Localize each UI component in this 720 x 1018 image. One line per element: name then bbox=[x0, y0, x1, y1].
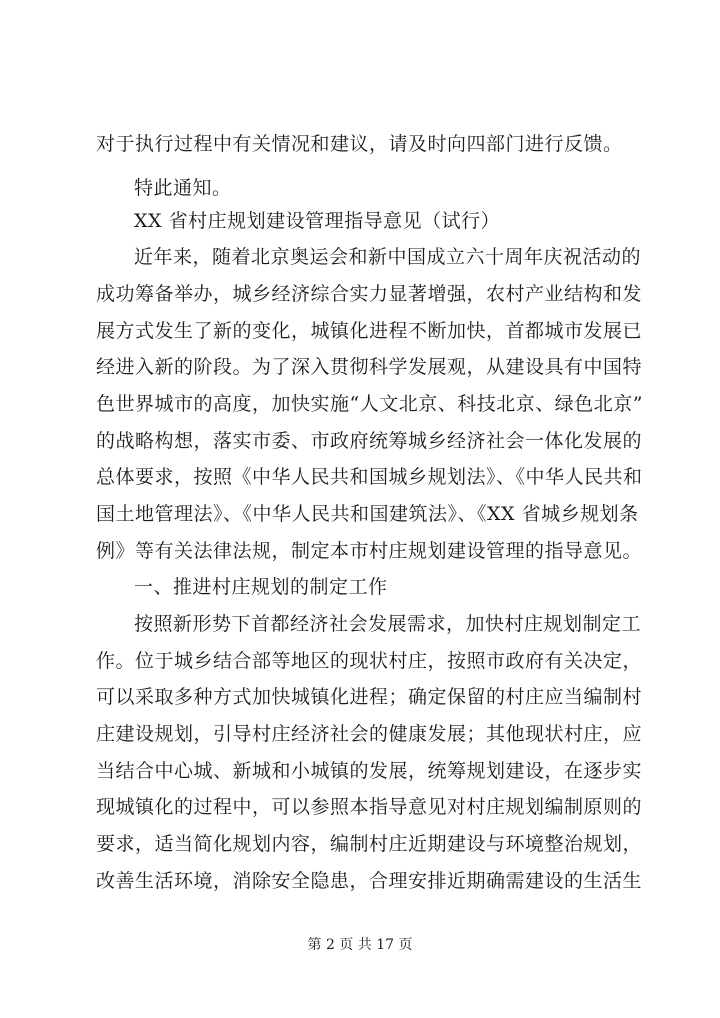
document-title: XX 省村庄规划建设管理指导意见（试行） bbox=[134, 210, 501, 232]
paragraph-line: 总体要求，按照《中华人民共和国城乡规划法》、《中华人民共和 bbox=[96, 466, 643, 488]
paragraph-line: 要求，适当简化规划内容，编制村庄近期建设与环境整治规划， bbox=[96, 833, 643, 855]
closing-line: 特此通知。 bbox=[134, 177, 232, 199]
paragraph-line: 改善生活环境，消除安全隐患，合理安排近期确需建设的生活生 bbox=[96, 870, 643, 892]
paragraph-line: 按照新形势下首都经济社会发展需求，加快村庄规划制定工 bbox=[134, 613, 642, 635]
page-number-footer: 第 2 页 共 17 页 bbox=[307, 937, 413, 953]
paragraph-line: 经进入新的阶段。为了深入贯彻科学发展观，从建设具有中国特 bbox=[96, 356, 643, 378]
paragraph-line: 展方式发生了新的变化，城镇化进程不断加快，首都城市发展已 bbox=[96, 320, 643, 342]
paragraph-line: 作。位于城乡结合部等地区的现状村庄，按照市政府有关决定， bbox=[96, 650, 643, 672]
paragraph-line: 例》等有关法律法规，制定本市村庄规划建设管理的指导意见。 bbox=[96, 540, 643, 562]
paragraph-line: 色世界城市的高度，加快实施“人文北京、科技北京、绿色北京” bbox=[96, 393, 643, 415]
paragraph-line: 可以采取多种方式加快城镇化进程；确定保留的村庄应当编制村 bbox=[96, 686, 643, 708]
paragraph-line: 近年来，随着北京奥运会和新中国成立六十周年庆祝活动的 bbox=[134, 246, 642, 268]
paragraph-line: 现城镇化的过程中，可以参照本指导意见对村庄规划编制原则的 bbox=[96, 796, 643, 818]
paragraph-line: 当结合中心城、新城和小城镇的发展，统筹规划建设，在逐步实 bbox=[96, 760, 643, 782]
paragraph-line: 对于执行过程中有关情况和建议，请及时向四部门进行反馈。 bbox=[96, 133, 623, 155]
paragraph-line: 庄建设规划，引导村庄经济社会的健康发展；其他现状村庄，应 bbox=[96, 723, 643, 745]
paragraph-line: 成功筹备举办，城乡经济综合实力显著增强，农村产业结构和发 bbox=[96, 283, 643, 305]
paragraph-line: 国土地管理法》、《中华人民共和国建筑法》、《XX 省城乡规划条 bbox=[96, 503, 639, 525]
section-heading: 一、推进村庄规划的制定工作 bbox=[134, 576, 388, 598]
paragraph-line: 的战略构想，落实市委、市政府统筹城乡经济社会一体化发展的 bbox=[96, 430, 643, 452]
